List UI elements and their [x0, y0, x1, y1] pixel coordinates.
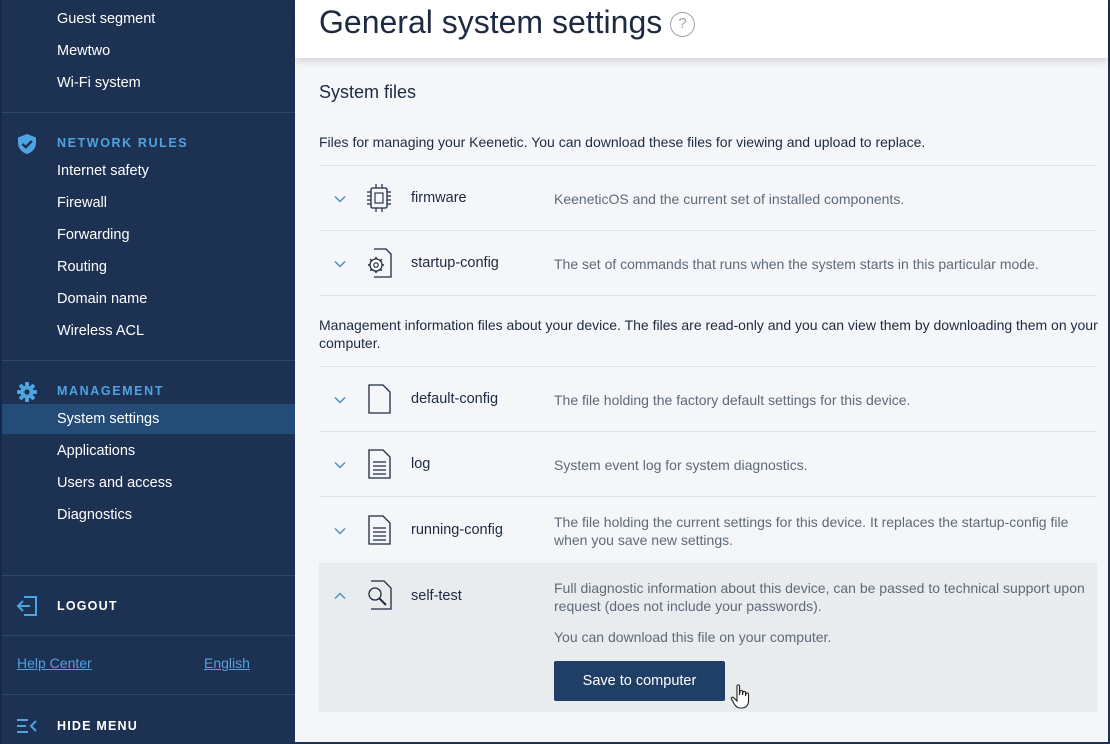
text-file-icon: [365, 448, 393, 480]
sidebar-item-diagnostics[interactable]: Diagnostics: [57, 507, 132, 523]
search-file-icon: [365, 579, 393, 611]
page-title: General system settings: [319, 4, 663, 40]
sidebar-item-wireless-acl[interactable]: Wireless ACL: [57, 323, 145, 339]
section-network-rules-label: NETWORK RULES: [57, 136, 189, 150]
sidebar-item-mewtwo[interactable]: Mewtwo: [57, 43, 111, 59]
sidebar-item-wifi-system[interactable]: Wi-Fi system: [57, 75, 141, 91]
logout-label: LOGOUT: [57, 599, 118, 613]
help-center-link[interactable]: Help Center: [17, 655, 92, 671]
file-description: The file holding the factory default settings for this device.: [554, 392, 911, 408]
row-divider: [319, 295, 1097, 296]
sidebar-divider: [2, 112, 297, 113]
sidebar-item-firewall[interactable]: Firewall: [57, 195, 107, 211]
sidebar-item-routing[interactable]: Routing: [57, 259, 107, 275]
section-network-rules: [2, 128, 297, 158]
file-description: The set of commands that runs when the system starts in this particular mode.: [554, 256, 1039, 272]
gear-file-icon: [365, 247, 393, 279]
section-management-label: MANAGEMENT: [57, 384, 164, 398]
chevron-down-icon[interactable]: [333, 393, 347, 407]
chevron-down-icon[interactable]: [333, 524, 347, 538]
file-row-self-test[interactable]: [319, 563, 1097, 712]
shield-icon: [16, 133, 38, 155]
file-description: The file holding the current settings for this device. It replaces the startup-config file when you save new settings.: [554, 514, 1069, 548]
hand-pointer-icon: [729, 683, 753, 711]
sidebar-item-guest-segment[interactable]: Guest segment: [57, 11, 156, 27]
sidebar: [0, 0, 295, 744]
file-row-default-config[interactable]: [319, 366, 1097, 431]
language-link[interactable]: English: [204, 655, 250, 671]
file-description: Full diagnostic information about this device, can be passed to technical support upon request (does not include your passwords).: [554, 580, 1085, 614]
file-description: KeeneticOS and the current set of installed components.: [554, 191, 905, 207]
sidebar-item-domain-name[interactable]: Domain name: [57, 291, 148, 307]
file-row-firmware[interactable]: [319, 165, 1097, 230]
blank-file-icon: [365, 383, 393, 415]
sidebar-divider: [2, 360, 297, 361]
sidebar-divider: [2, 575, 297, 576]
sidebar-item-internet-safety[interactable]: Internet safety: [57, 163, 149, 179]
chevron-down-icon[interactable]: [333, 192, 347, 206]
help-icon[interactable]: ?: [670, 12, 695, 37]
chevron-down-icon[interactable]: [333, 458, 347, 472]
file-name: firmware: [411, 190, 467, 206]
file-name: self-test: [411, 588, 462, 604]
gear-icon: [16, 381, 38, 403]
logout-icon: [15, 595, 39, 617]
collapse-menu-icon: [16, 718, 38, 734]
chevron-up-icon[interactable]: [333, 589, 347, 603]
file-row-log[interactable]: [319, 431, 1097, 496]
chevron-down-icon[interactable]: [333, 257, 347, 271]
download-note: You can download this file on your computer.: [554, 629, 832, 645]
sidebar-divider: [2, 635, 297, 636]
section-title: System files: [319, 82, 417, 102]
chip-icon: [365, 182, 393, 214]
file-name: startup-config: [411, 255, 499, 271]
file-name: running-config: [411, 522, 503, 538]
hide-menu-button[interactable]: [2, 710, 297, 742]
page-header: [295, 0, 1108, 58]
logout-button[interactable]: [2, 590, 297, 622]
sidebar-item-applications[interactable]: Applications: [57, 443, 136, 459]
file-name: log: [411, 456, 431, 472]
file-description: System event log for system diagnostics.: [554, 457, 808, 473]
save-to-computer-button[interactable]: Save to computer: [554, 661, 725, 701]
sidebar-item-system-settings[interactable]: System settings: [2, 404, 297, 434]
text-file-icon: [365, 514, 393, 546]
file-name: default-config: [411, 391, 499, 407]
hide-menu-label: HIDE MENU: [57, 719, 138, 733]
group-description: Management information files about your device. The files are read-only and you can view them by downloading them on your computer.: [319, 317, 1098, 351]
sidebar-item-forwarding[interactable]: Forwarding: [57, 227, 130, 243]
sidebar-item-users-and-access[interactable]: Users and access: [57, 475, 173, 491]
sidebar-divider: [2, 694, 297, 695]
main-content: [295, 0, 1110, 744]
file-row-startup-config[interactable]: [319, 230, 1097, 295]
section-management: [2, 376, 297, 406]
file-row-running-config[interactable]: [319, 496, 1097, 563]
group-description: Files for managing your Keenetic. You can download these files for viewing and upload to replace.: [319, 134, 926, 150]
